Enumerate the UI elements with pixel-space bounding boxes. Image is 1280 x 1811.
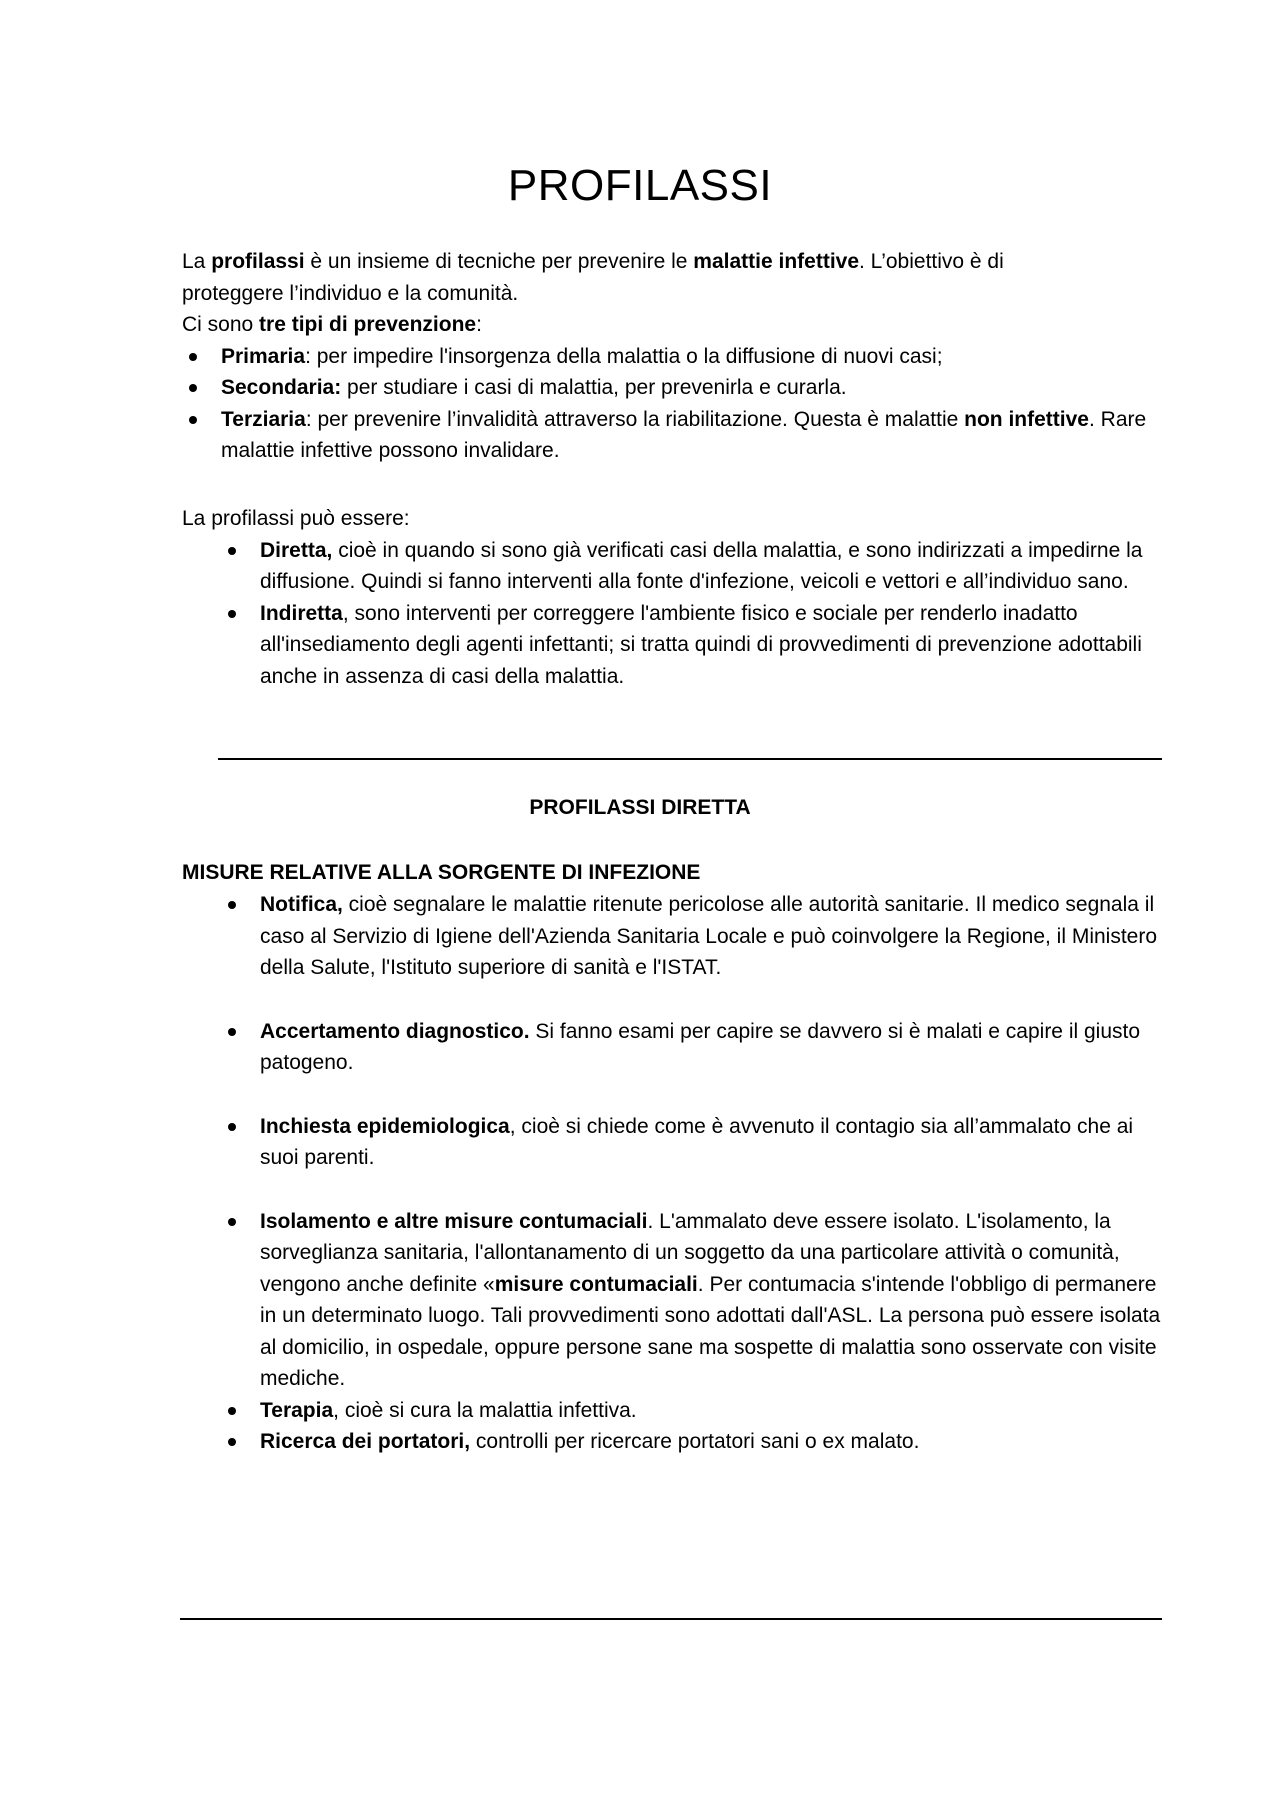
list-item-text: : per prevenire l’invalidità attraverso la riabilitazione. Questa è malattie [305, 407, 965, 431]
intro-text: La [182, 250, 212, 273]
list-item [221, 1016, 1162, 1079]
list-item-term: Terapia [260, 1398, 334, 1422]
intro-paragraph [182, 246, 1162, 341]
intro-section [182, 246, 1162, 467]
list-item-term: misure contumaciali [494, 1272, 698, 1296]
list-item [221, 1426, 1162, 1458]
measures-section [182, 889, 1162, 1458]
forms-list [221, 535, 1162, 693]
list-item [221, 598, 1162, 693]
horizontal-divider [218, 758, 1162, 760]
list-item [182, 372, 1162, 404]
list-item-text: per studiare i casi di malattia, per prevenirla e curarla. [341, 376, 847, 399]
list-item-text: : per impedire l'insorgenza della malattia o la diffusione di nuovi casi; [305, 344, 943, 368]
list-item-term: Inchiesta epidemiologica [260, 1114, 510, 1138]
intro-text: . L’obiettivo è di [859, 250, 1004, 273]
intro-text: Ci sono [182, 313, 260, 336]
intro-text: : [476, 313, 482, 336]
subsection-title: MISURE RELATIVE ALLA SORGENTE DI INFEZIONE [182, 861, 701, 884]
list-item [221, 535, 1162, 598]
list-item-term: Indiretta [260, 601, 343, 625]
list-item-text: . L'ammalato deve essere isolato. L'isolamento, la sorveglianza sanitaria, l'allontanamento di un soggetto da una particolare attività o comunità, vengono anche definite « [260, 1209, 1120, 1296]
intro-text: è un insieme di tecniche per prevenire le [304, 250, 694, 273]
list-item-text: Si fanno esami per capire se davvero si è malati e capire il giusto patogeno. [260, 1019, 1141, 1074]
list-item-text: , cioè si chiede come è avvenuto il contagio sia all’ammalato che ai suoi parenti. [260, 1114, 1134, 1169]
list-item-term: Primaria [221, 344, 306, 368]
list-item-term: Accertamento diagnostico. [260, 1019, 530, 1043]
list-item-term: Notifica, [260, 893, 343, 916]
list-item-text: controlli per ricercare portatori sani o ex malato. [470, 1430, 920, 1453]
list-item-term: Terziaria [221, 407, 306, 431]
list-item [221, 1111, 1162, 1174]
list-item [182, 341, 1162, 373]
footer-divider [180, 1618, 1162, 1620]
list-item-term: Diretta, [260, 538, 333, 562]
list-item-text: , cioè si cura la malattia infettiva. [333, 1398, 637, 1422]
list-item-term: Ricerca dei portatori, [260, 1430, 471, 1453]
list-item-term: non infettive [964, 407, 1089, 431]
list-item-term: Secondaria: [221, 376, 342, 399]
list-item-text: cioè in quando si sono già verificati casi della malattia, e sono indirizzati a impedirne la diffusione. Quindi si fanno interventi alla fonte d'infezione, veicoli e vettori e all’individuo sano. [260, 538, 1143, 593]
list-item [221, 1206, 1162, 1395]
intro-text: proteggere l’individuo e la comunità. [182, 281, 519, 305]
list-item-text: cioè segnalare le malattie ritenute pericolose alle autorità sanitarie. Il medico segnala il caso al Servizio di Igiene dell'Azienda Sanitaria Locale e può coinvolgere la Regione, il Ministero della Salute, l'Istituto superiore di sanità e l'ISTAT. [260, 893, 1158, 979]
list-item [221, 1395, 1162, 1427]
measures-list [221, 889, 1162, 1458]
list-item-text: , sono interventi per correggere l'ambiente fisico e sociale per renderlo inadatto all'insediamento degli agenti infettanti; si tratta quindi di provvedimenti di prevenzione adottabili anche in assenza di casi della malattia. [260, 601, 1142, 688]
forms-section [182, 503, 1162, 692]
list-item-term: Isolamento e altre misure contumaciali [260, 1209, 648, 1233]
page-title: PROFILASSI [507, 161, 773, 210]
intro-term-profilassi: profilassi [211, 250, 305, 273]
list-item-text: . Rare malattie infettive possono invalidare. [221, 407, 1147, 462]
list-item-text: . Per contumacia s'intende l'obbligo di permanere in un determinato luogo. Tali provvedimenti sono adottati dall'ASL. La persona può essere isolata al domicilio, in ospedale, oppure persone sane ma sospette di malattia sono osservate con visite mediche. [260, 1272, 1161, 1390]
section-title: PROFILASSI DIRETTA [529, 796, 751, 819]
prevention-list [182, 341, 1162, 467]
forms-intro: La profilassi può essere: [182, 507, 410, 530]
intro-term-malattie-infettive: malattie infettive [693, 250, 860, 273]
list-item [221, 889, 1162, 984]
list-item [182, 404, 1162, 467]
intro-term-tre-tipi: tre tipi di prevenzione [259, 313, 477, 336]
